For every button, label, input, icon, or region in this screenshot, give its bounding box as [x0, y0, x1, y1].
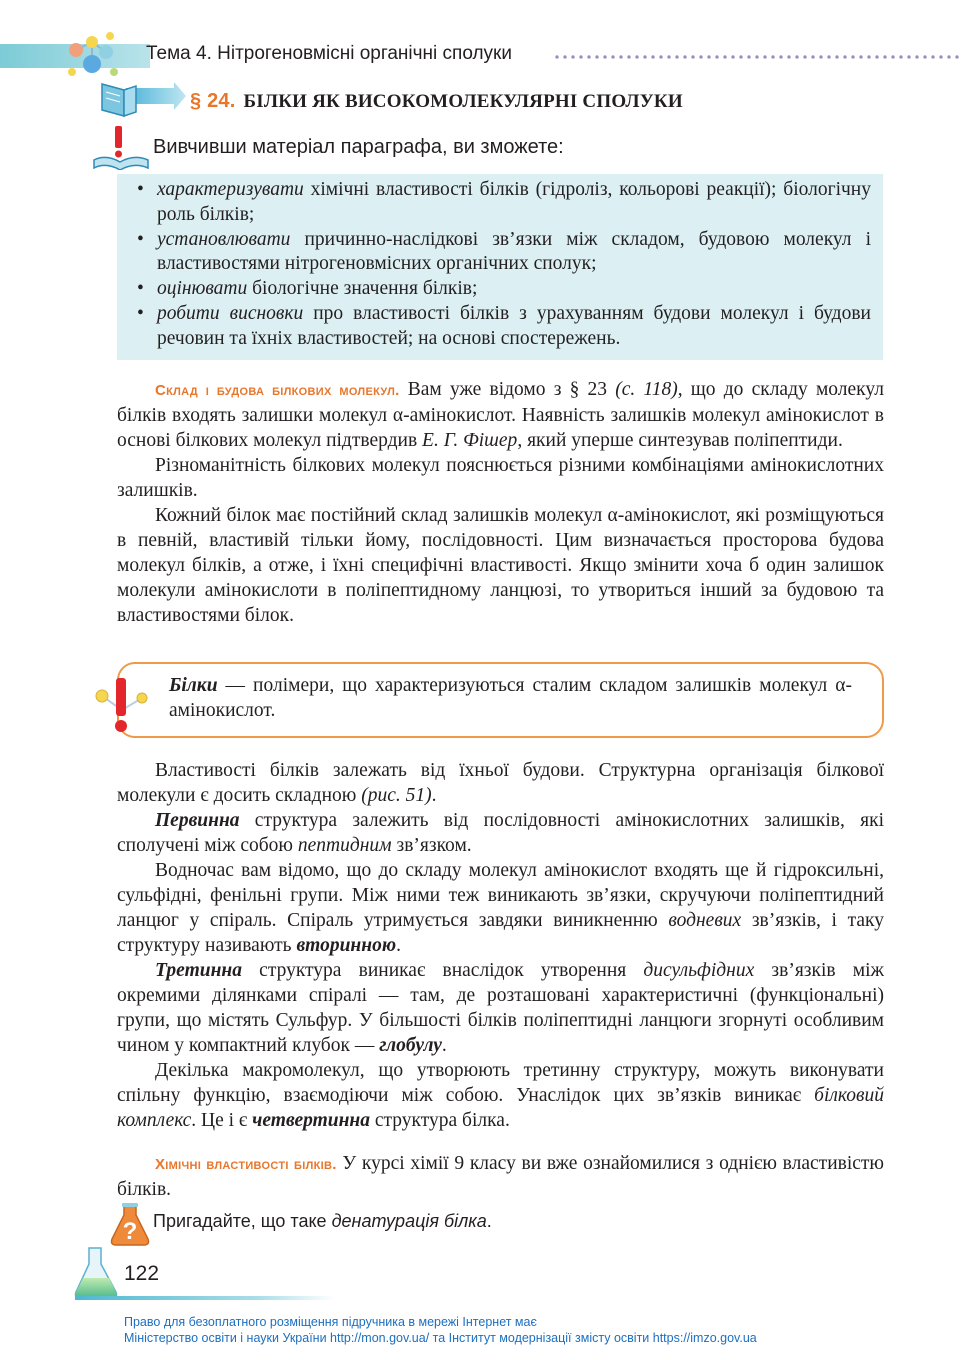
text-run: структура залежить від послідовності амінокислотних залишків, які сполучені між собою	[117, 810, 884, 856]
flask-icon	[72, 1246, 120, 1300]
section-title-text: БІЛКИ ЯК ВИСОКОМОЛЕКУЛЯРНІ СПОЛУКИ	[243, 91, 683, 112]
paragraph	[117, 858, 884, 958]
paragraph	[117, 958, 884, 1058]
text-run: Пригадайте, що таке	[153, 1211, 332, 1231]
chemical-section	[117, 1151, 884, 1202]
text-run: .	[396, 935, 401, 956]
goal-item	[157, 178, 871, 228]
emphasis: білковий комплекс	[117, 1085, 884, 1131]
paragraph	[117, 758, 884, 808]
term: Третинна	[155, 960, 242, 981]
definition-term: Білки	[169, 675, 218, 696]
paragraph	[117, 1058, 884, 1133]
text-run: зв’язків між окремими ділянками спіралі — там, де розташовані характеристичні (функціональні) групи, що містять Сульфур. У більшості білків поліпептидні ланцюги згорнуті особливим чином у компактний клубок —	[117, 960, 884, 1056]
text-run: структура виникає внаслідок утворення	[242, 960, 644, 981]
goal-item	[157, 277, 871, 302]
definition-box	[117, 662, 884, 738]
subheading-chemical: Хімічні властивості білків.	[155, 1156, 337, 1173]
paragraph	[117, 1151, 884, 1202]
emphasis: денатурація білка	[331, 1211, 487, 1231]
text-run: Властивості білків залежать від їхньої будови. Структурна організація білкової молекули є досить складною	[117, 760, 884, 806]
svg-text:?: ?	[122, 1218, 138, 1245]
molecule-exclamation-icon	[94, 676, 154, 736]
goal-text: про властивості білків з урахуванням будови молекул і будови речовин та їхніх властивостей; на основі спостережень.	[157, 302, 871, 349]
text-run: структура білка.	[370, 1110, 510, 1131]
learning-goals-box	[117, 174, 883, 360]
header-dotted-line	[553, 55, 963, 59]
text-run: . Це і є	[191, 1110, 253, 1131]
text-run: зв’язком.	[391, 835, 472, 856]
section-number: § 24.	[190, 90, 236, 112]
text-run: Вам уже відомо з § 23	[399, 379, 616, 400]
footer-line: Право для безоплатного розміщення підручника в мережі Інтернет має	[124, 1315, 537, 1329]
term: Первинна	[155, 810, 240, 831]
text-ref: (с. 118)	[615, 379, 678, 400]
structure-section	[117, 758, 884, 1133]
paragraph	[117, 808, 884, 858]
text-ref: (рис. 51)	[361, 785, 432, 806]
open-book-exclamation-icon	[92, 126, 150, 170]
text-run: .	[441, 1035, 447, 1056]
text-run: У курсі хімії 9 класу ви вже ознайомилися з однією властивістю білків.	[117, 1153, 884, 1200]
intro-text: Вивчивши матеріал параграфа, ви зможете:	[153, 136, 564, 158]
term: вторинною	[296, 935, 397, 956]
topic-title: Тема 4. Нітрогеновмісні органічні сполуки	[146, 43, 512, 64]
book-arrow-icon	[96, 78, 188, 120]
subheading-composition: Склад і будова білкових молекул.	[155, 382, 400, 399]
emphasis: пептидним	[297, 835, 392, 856]
paragraph	[117, 377, 884, 453]
copyright-footer	[124, 1314, 757, 1346]
page-number: 122	[124, 1262, 160, 1285]
goal-verb: установлювати	[157, 228, 291, 250]
text-run: .	[486, 1211, 492, 1231]
goal-text: причинно-наслідкові зв’язки між складом, будовою молекул і властивостями нітрогеновмісних органічних сполук;	[157, 228, 871, 275]
text-run: Водночас вам відомо, що до складу молекул амінокислот входять ще й гідроксильні, сульфідні, фенільні групи. Між ними теж виникають зв’язки, скручуючи поліпептидний ланцюг у спіраль. Спіраль утримується завдяки виникненню	[117, 860, 884, 931]
text-run: , який уперше синтезував поліпептиди.	[517, 430, 843, 451]
term: четвертинна	[252, 1110, 371, 1131]
emphasis: водневих	[668, 910, 742, 931]
goal-item	[157, 302, 871, 352]
composition-section	[117, 377, 884, 628]
text-run: , що до складу молекул білків входять залишки молекул α-амінокислот. Наявність залишків молекул амінокислот в основі білкових молекул підтвердив	[117, 379, 884, 451]
text-run: зв’язків, і таку структуру називають	[117, 910, 884, 956]
goal-text: біологічне значення білків;	[247, 278, 478, 300]
goal-verb: характеризувати	[157, 179, 304, 200]
section-title	[190, 90, 683, 113]
goal-verb: оцінювати	[157, 278, 248, 300]
term: глобулу	[379, 1035, 442, 1056]
text-run: .	[431, 785, 437, 806]
paragraph: Різноманітність білкових молекул пояснюється різними комбінаціями амінокислотних залишків.	[117, 455, 884, 501]
definition-text: — полімери, що характеризуються сталим складом залишків молекул α-амінокислот.	[169, 675, 852, 721]
recall-prompt	[153, 1211, 492, 1232]
footer-band	[75, 1296, 335, 1300]
goal-item	[157, 228, 871, 278]
goal-verb: робити висновки	[157, 302, 304, 324]
emphasis: дисульфідних	[643, 960, 755, 981]
paragraph: Кожний білок має постійний склад залишків молекул α-амінокислот, які розміщуються в певній, властивій тільки йому, послідовності. Цим визначається просторова будова молекул білків, а отже, і їхні специфічні властивості. Якщо змінити хоча б один залишок молекули амінокислоти в поліпептидному ланцюзі, то утвориться інший за будовою та властивостями білок.	[117, 505, 884, 626]
scientist-name: Е. Г. Фішер	[422, 430, 518, 451]
question-flask-icon	[108, 1203, 152, 1247]
goal-text: хімічні властивості білків (гідроліз, кольорові реакції); біологічну роль білків;	[157, 179, 871, 225]
footer-line: Міністерство освіти і науки України http://mon.gov.ua/ та Інститут модернізації змісту освіти https://imzo.gov.ua	[124, 1331, 757, 1345]
text-run: Декілька макромолекул, що утворюють третинну структуру, можуть виконувати спільну функцію, взаємодіючи між собою. Унаслідок цих зв’язків виникає	[117, 1060, 884, 1106]
